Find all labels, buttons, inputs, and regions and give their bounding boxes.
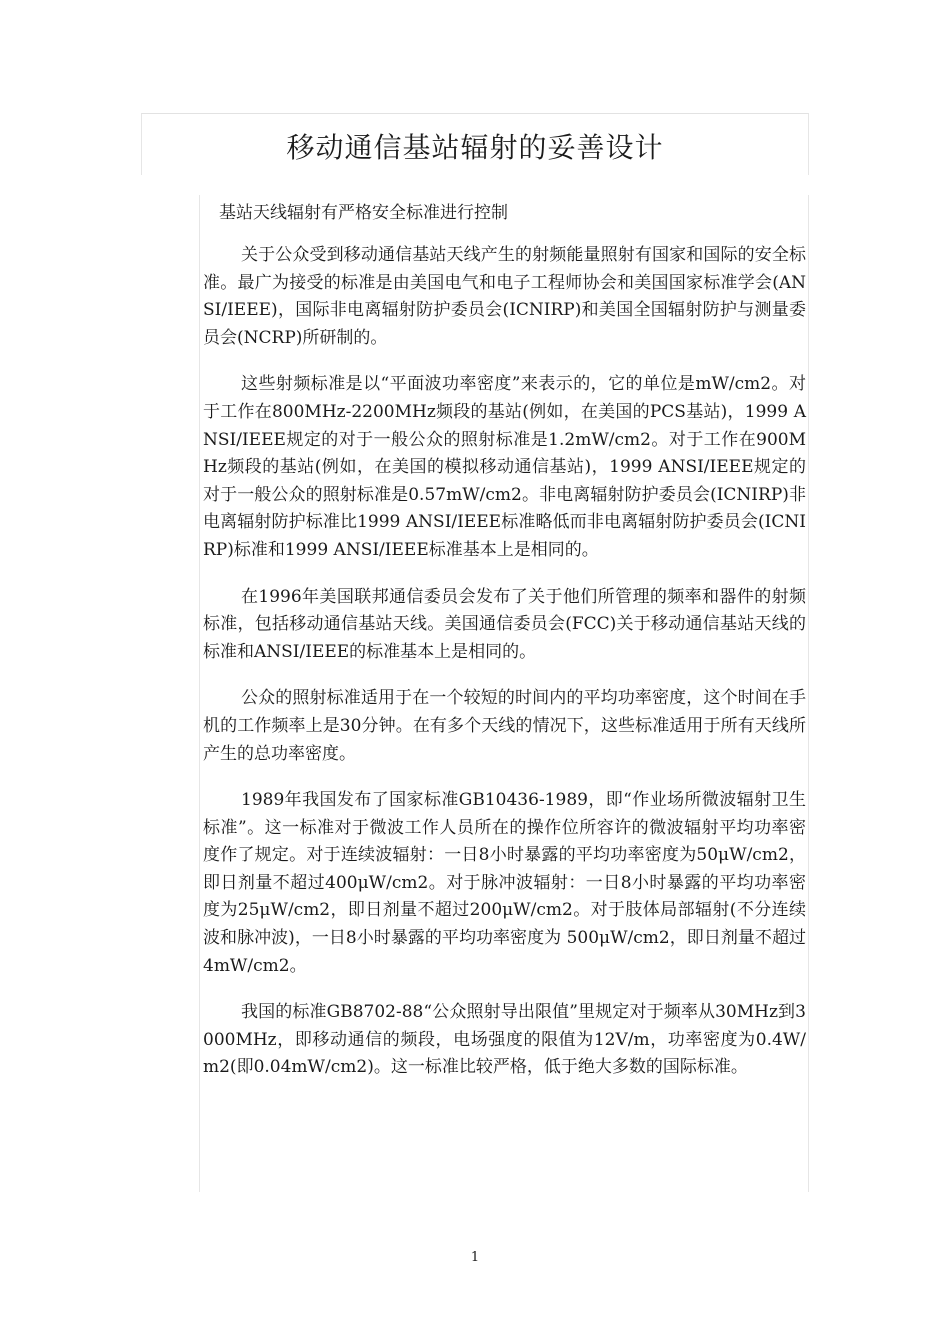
- paragraph-gb10436: 1989年我国发布了国家标准GB10436-1989，即“作业场所微波辐射卫生标准”。这一标准对于微波工作人员所在的操作位所容许的微波辐射平均功率密度作了规定。对于连续波辐射：一日8小时暴露的平均功率密度为50μW/cm2，即日剂量不超过400μW/cm2。对于脉冲波辐射：一日8小时暴露的平均功率密度为25μW/cm2，即日剂量不超过200μW/cm2。对于肢体局部辐射(不分连续波和脉冲波)，一日8小时暴露的平均功率密度为 500μW/cm2，即日剂量不超过4mW/cm2。: [203, 790, 806, 976]
- document-body: [199, 195, 809, 1192]
- paragraph-exposure-averaging: 公众的照射标准适用于在一个较短的时间内的平均功率密度，这个时间在手机的工作频率上是30分钟。在有多个天线的情况下，这些标准适用于所有天线所产生的总功率密度。: [203, 688, 806, 764]
- title-box: [141, 113, 809, 175]
- paragraph-fcc-1996: 在1996年美国联邦通信委员会发布了关于他们所管理的频率和器件的射频标准，包括移动通信基站天线。美国通信委员会(FCC)关于移动通信基站天线的标准和ANSI/IEEE的标准基本上是相同的。: [203, 586, 806, 662]
- paragraph-standards-overview: 关于公众受到移动通信基站天线产生的射频能量照射有国家和国际的安全标准。最广为接受的标准是由美国电气和电子工程师协会和美国国家标准学会(ANSI/IEEE)，国际非电离辐射防护委员会(ICNIRP)和美国全国辐射防护与测量委员会(NCRP)所研制的。: [203, 245, 806, 348]
- page-number: 1: [470, 1250, 480, 1265]
- paragraph-power-density-units: 这些射频标准是以“平面波功率密度”来表示的，它的单位是mW/cm2。对于工作在800MHz-2200MHz频段的基站(例如，在美国的PCS基站)，1999 ANSI/IEEE规定的对于一般公众的照射标准是1.2mW/cm2。对于工作在900MHz频段的基站(例如，在美国的模拟移动通信基站)，1999 ANSI/IEEE规定的对于一般公众的照射标准是0.57mW/cm2。非电离辐射防护委员会(ICNIRP)非电离辐射防护标准比1999 ANSI/IEEE标准略低而非电离辐射防护委员会(ICNIRP)标准和1999 ANSI/IEEE标准基本上是相同的。: [203, 374, 806, 560]
- paragraph-gb8702: 我国的标准GB8702-88“公众照射导出限值”里规定对于频率从30MHz到3000MHz，即移动通信的频段，电场强度的限值为12V/m，功率密度为0.4W/m2(即0.04mW/cm2)。这一标准比较严格，低于绝大多数的国际标准。: [203, 1002, 806, 1078]
- section-subheading: 基站天线辐射有严格安全标准进行控制: [219, 203, 508, 223]
- page-title: 移动通信基站辐射的妥善设计: [286, 131, 664, 164]
